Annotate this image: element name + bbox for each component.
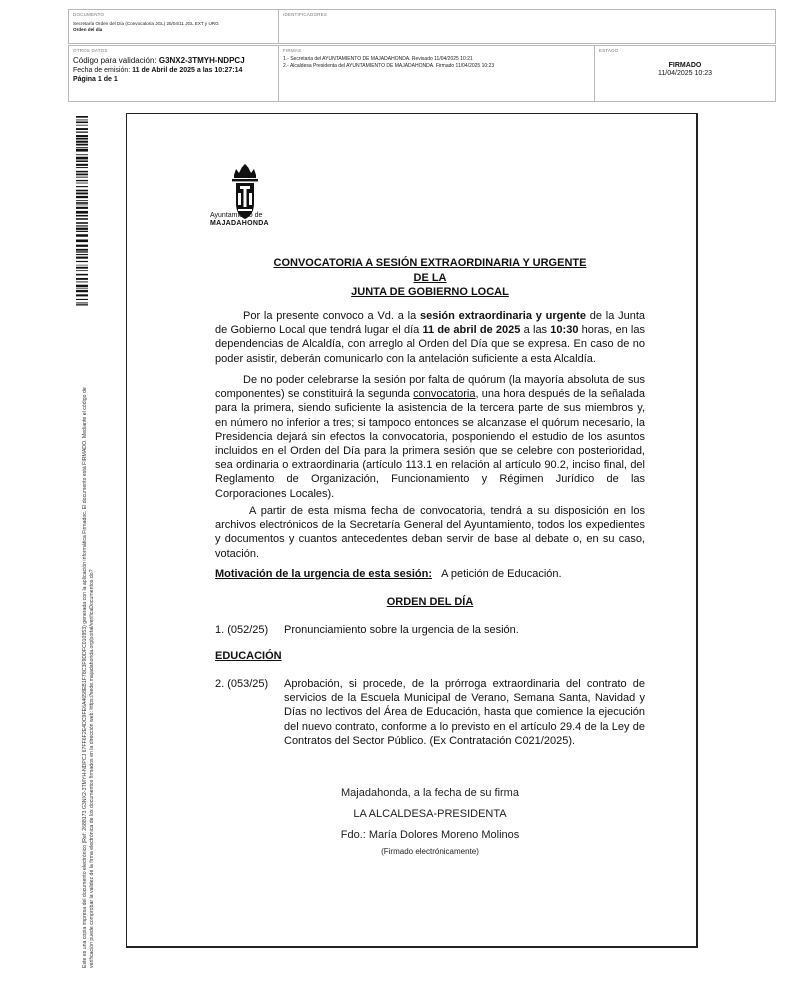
estado-date: 11/04/2025 10:23 [658,70,712,77]
firmas-label: FIRMAS [283,48,302,53]
title-line1: CONVOCATORIA A SESIÓN EXTRAORDINARIA Y URGENTE [273,257,587,269]
agenda-item-number: 1. (052/25) [215,624,269,636]
identificadores-label: IDENTIFICADORES [283,12,328,17]
motivacion-line [215,567,562,581]
firmas-cell [278,46,594,101]
otros-datos-label: OTROS DATOS [73,48,108,53]
documento-line1: Secretaría Orden del Día (Convocatoria JGL) 25/04/11 JGL EXT y URG [73,21,219,26]
agenda-item-text: Pronunciamiento sobre la urgencia de la sesión. [284,624,519,636]
signature-name: Fdo.: María Dolores Moreno Molinos [340,829,520,841]
signature-place-date: Majadahonda, a la fecha de su firma [341,787,519,799]
motivacion-value: A petición de Educación. [441,568,562,580]
logo-line2: MAJADAHONDA [210,220,269,227]
identificadores-cell [278,10,775,43]
header-row-bottom [68,45,776,102]
validation-code: Código para validación: G3NX2-3TMYH-NDPCJ [73,56,245,65]
paragraph-disposicion: A partir de esta misma fecha de convocatoria, tendrá a su disposición en los archivos electrónicos de la Secretaría General del Ayuntamiento, todos los expedientes y documentos y cuantos antecedentes deban servir de base al debate o, en su caso, votación. [215,505,645,560]
document-title [215,256,645,300]
session-time: 10:30 [550,324,579,337]
estado-label: ESTADO [599,48,619,53]
side-text-line1: Este es una copia impresa del documento electrónico (Ref: 2688173 G3NX2-3TMYH-NDPCJ 67FF6F2E4DC9FE6A4658EB1F78C3F9DDFC010953) generada con la aplicación informática Firmadoc. El documento está FIRMADO. Mediante el código de [82,387,88,968]
firma-2: 2.- Alcaldesa Presidenta del AYUNTAMIENTO DE MAJADAHONDA. Firmado 11/04/2025 10:23 [283,63,495,69]
agenda-item [215,623,645,637]
session-type: sesión extraordinaria y urgente [419,310,586,322]
agenda-item [215,677,645,748]
validation-code-value: G3NX2-3TMYH-NDPCJ [158,56,245,65]
signature-role: LA ALCALDESA-PRESIDENTA [353,808,507,820]
page-count: Página 1 de 1 [73,76,118,83]
firma-1: 1.- Secretaria del AYUNTAMIENTO DE MAJADAHONDA. Revisado 11/04/2025 10:21 [283,56,473,62]
title-line2: DE LA [413,271,447,284]
agenda-item-text: Aprobación, si procede, de la prórroga extraordinaria del contrato de servicios de la Escuela Municipal de Verano, Semana Santa, Navidad y Días no lectivos del Área de Educación, hasta que comience la ejecución del nuevo contrato, conforme a lo previsto en el artículo 29.4 de la Ley de Contratos del Sector Público. (Ex Contratación C021/2025). [284,678,645,747]
header-row-top [68,9,776,44]
emission-date: Fecha de emisión: 11 de Abril de 2025 a las 10:27:14 [73,67,243,74]
otros-datos-cell [69,46,278,101]
side-text-line2: verificación puede comprobar la validez de la firma electrónica de los documentos firmados en la dirección web: https://sede.majadahonda.org/portal/verificaDocumentos.do? [89,569,95,968]
section-educacion: EDUCACIÓN [215,650,282,662]
documento-line2: Orden del día [73,27,103,32]
paragraph-quorum: De no poder celebrarse la sesión por falta de quórum (la mayoría absoluta de sus componentes) se constituirá la segunda convocatoria, una hora después de la señalada para la primera, siendo suficiente la asistencia de la tercera parte de sus miembros y, en número no inferior a tres; si tampoco entonces se alcanzase el quórum necesario, la Presidencia dejará sin efectos la convocatoria, posponiendo el estudio de los asuntos incluidos en el Orden del Día para la primera sesión que se celebre con posterioridad, sea ordinaria o extraordinaria (artículo 113.1 en relación al artículo 90.2, inciso final, del Reglamento de Organización, Funcionamiento y Régimen Jurídico de las Corporaciones Locales). [215,374,645,500]
motivacion-label: Motivación de la urgencia de esta sesión: [215,568,433,580]
logo-line1: Ayuntamiento de [210,212,263,219]
logo-text [210,212,269,228]
firmas-list [283,56,590,70]
documento-cell [69,10,278,43]
orden-del-dia-title: ORDEN DEL DÍA [386,596,474,608]
estado-value: FIRMADO [668,62,702,69]
documento-label: DOCUMENTO [73,12,105,17]
barcode-icon [76,116,88,306]
estado-cell [594,46,775,101]
side-verification-text [82,288,96,968]
title-line3: JUNTA DE GOBIERNO LOCAL [351,286,509,298]
paragraph-convocatoria: Por la presente convoco a Vd. a la sesión extraordinaria y urgente de la Junta de Gobierno Local que tendrá lugar el día 11 de abril de 2025 a las 10:30 horas, en las dependencias de Alcaldía, con arreglo al Orden del Día que se expresa. En caso de no poder asistir, deberán comunicarlo con la antelación suficiente a esta Alcaldía. [215,310,645,365]
session-date: 11 de abril de 2025 [422,324,521,337]
agenda-item-number: 2. (053/25) [215,678,269,690]
signature-note: (Firmado electrónicamente) [381,847,479,856]
